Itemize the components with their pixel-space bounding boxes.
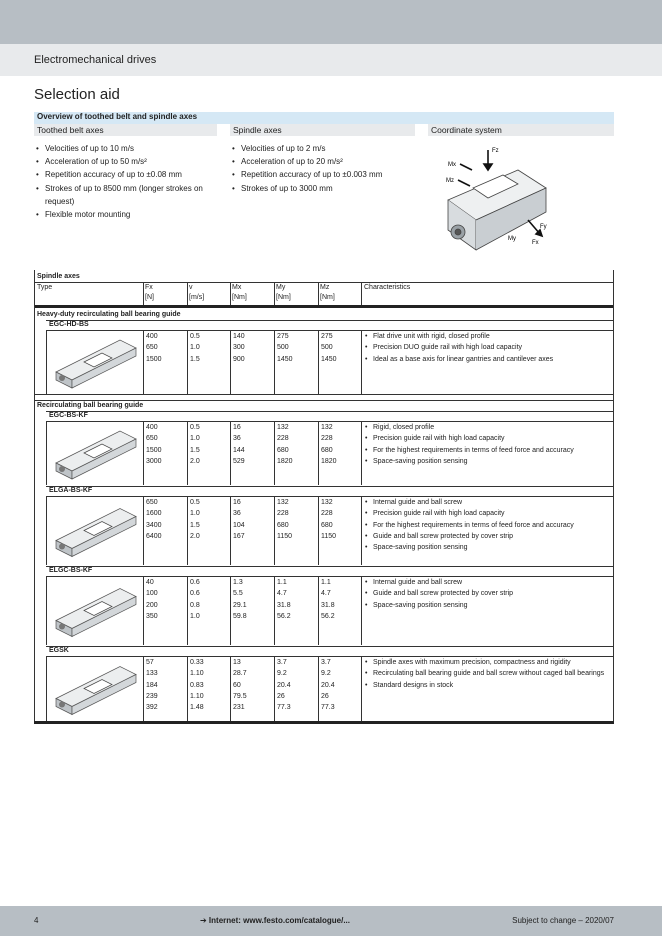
- belt-feature: • Acceleration of up to 50 m/s²: [36, 155, 216, 168]
- characteristic: • Precision guide rail with high load capacity: [365, 508, 610, 519]
- group-heavy-duty: Heavy-duty recirculating ball bearing guide: [37, 311, 181, 318]
- value-my: 132 228 680 1820: [277, 424, 293, 465]
- column-rule: [187, 421, 188, 485]
- section-title: Electromechanical drives: [34, 54, 157, 66]
- group-recirculating: Recirculating ball bearing guide: [37, 402, 144, 409]
- column-rule: [187, 656, 188, 721]
- column-rule: [187, 330, 188, 394]
- characteristic: • For the highest requirements in terms of feed force and accuracy: [365, 520, 610, 531]
- characteristic: • Spindle axes with maximum precision, compactness and rigidity: [365, 657, 610, 668]
- belt-column-header: Toothed belt axes: [34, 124, 217, 136]
- characteristic: • For the highest requirements in terms of feed force and accuracy: [365, 445, 610, 456]
- value-mx: 16 36 104 167: [233, 499, 245, 540]
- value-mx: 1.3 5.5 29.1 59.8: [233, 579, 247, 620]
- header-column-rule: [143, 282, 144, 305]
- fx-label: Fx: [532, 240, 539, 246]
- product-name-row: [46, 486, 614, 496]
- fz-label: Fz: [492, 148, 499, 154]
- value-mz: 132 228 680 1820: [321, 424, 337, 465]
- column-rule: [318, 576, 319, 645]
- my-label: My: [508, 236, 516, 242]
- characteristics-list: [365, 497, 610, 553]
- column-rule: [274, 656, 275, 721]
- header-column-rule: [318, 282, 319, 305]
- row-rule: [46, 320, 614, 321]
- column-rule: [361, 656, 362, 721]
- column-rule: [361, 576, 362, 645]
- characteristic: • Rigid, closed profile: [365, 422, 610, 433]
- header-v-unit: [m/s]: [189, 294, 205, 301]
- characteristic: • Ideal as a base axis for linear gantries and cantilever axes: [365, 354, 610, 365]
- column-rule: [143, 656, 144, 721]
- value-mz: 275 500 1450: [321, 333, 337, 363]
- table-left-border: [34, 270, 35, 722]
- subject-to-change: Subject to change – 2020/07: [512, 916, 614, 925]
- spindle-feature: • Strokes of up to 3000 mm: [232, 182, 417, 195]
- value-my: 275 500 1450: [277, 333, 293, 363]
- value-mx: 13 28.7 60 79.5 231: [233, 659, 247, 712]
- top-bar: [0, 0, 662, 44]
- value-mz: 3.7 9.2 20.4 26 77.3: [321, 659, 335, 712]
- value-v: 0.5 1.0 1.5: [190, 333, 200, 363]
- column-rule: [230, 656, 231, 721]
- product-image: [50, 500, 140, 561]
- column-rule: [318, 330, 319, 394]
- value-v: 0.33 1.10 0.83 1.10 1.48: [190, 659, 204, 712]
- belt-feature: • Velocities of up to 10 m/s: [36, 142, 216, 155]
- product-name: EGC-HD-BS: [49, 321, 89, 328]
- product-name-row: [46, 566, 614, 576]
- mx-label: Mx: [448, 162, 456, 168]
- section-header: [0, 44, 662, 76]
- belt-feature: • Repetition accuracy of up to ±0.08 mm: [36, 168, 216, 181]
- spindle-feature: • Acceleration of up to 20 m/s²: [232, 155, 417, 168]
- value-mx: 140 300 900: [233, 333, 245, 363]
- column-rule: [46, 576, 47, 645]
- rule: [34, 282, 614, 283]
- value-mz: 1.1 4.7 31.8 56.2: [321, 579, 335, 620]
- spindle-feature: • Repetition accuracy of up to ±0.003 mm: [232, 168, 417, 181]
- column-rule: [46, 421, 47, 485]
- value-fx: 400 650 1500 3000: [146, 424, 162, 465]
- characteristic: • Precision DUO guide rail with high load capacity: [365, 342, 610, 353]
- row-rule: [46, 486, 614, 487]
- characteristic: • Space-saving position sensing: [365, 542, 610, 553]
- product-name: ELGA-BS-KF: [49, 487, 93, 494]
- row-rule: [46, 646, 614, 647]
- column-rule: [187, 576, 188, 645]
- mz-label: Mz: [446, 178, 454, 184]
- row-rule: [46, 566, 614, 567]
- column-rule: [46, 656, 47, 721]
- page-number: 4: [34, 916, 39, 925]
- group-rule: [34, 394, 614, 395]
- belt-bullet-list: [36, 142, 216, 221]
- characteristics-list: [365, 577, 610, 611]
- header-fx-unit: [N]: [145, 294, 154, 301]
- column-rule: [361, 496, 362, 565]
- characteristic: • Standard designs in stock: [365, 680, 610, 691]
- characteristic: • Space-saving position sensing: [365, 600, 610, 611]
- column-rule: [318, 496, 319, 565]
- header-type: Type: [37, 284, 53, 291]
- value-fx: 400 650 1500: [146, 333, 162, 363]
- column-rule: [46, 496, 47, 565]
- column-rule: [361, 330, 362, 394]
- fy-label: Fy: [540, 224, 547, 230]
- characteristic: • Internal guide and ball screw: [365, 577, 610, 588]
- product-name: EGSK: [49, 647, 69, 654]
- characteristics-list: [365, 422, 610, 467]
- header-my: My: [276, 284, 286, 291]
- catalogue-link[interactable]: ➔ Internet: www.festo.com/catalogue/...: [200, 916, 350, 925]
- characteristic: • Precision guide rail with high load capacity: [365, 433, 610, 444]
- product-name-row: [46, 411, 614, 421]
- column-rule: [230, 496, 231, 565]
- column-rule: [318, 656, 319, 721]
- coordinate-column-header: Coordinate system: [428, 124, 614, 136]
- product-image: [50, 425, 140, 481]
- column-rule: [274, 496, 275, 565]
- value-fx: 650 1600 3400 6400: [146, 499, 162, 540]
- spindle-column-header: Spindle axes: [230, 124, 415, 136]
- value-v: 0.5 1.0 1.5 2.0: [190, 499, 200, 540]
- table-right-border: [613, 270, 614, 722]
- overview-title-band: [34, 112, 614, 124]
- header-mz: Mz: [320, 284, 330, 291]
- group-rule: [34, 400, 614, 401]
- column-rule: [230, 576, 231, 645]
- column-rule: [230, 330, 231, 394]
- column-rule: [361, 421, 362, 485]
- characteristic: • Internal guide and ball screw: [365, 497, 610, 508]
- page-title: Selection aid: [34, 86, 120, 103]
- column-rule: [274, 576, 275, 645]
- coordinate-system-illustration: [428, 140, 558, 270]
- value-mx: 16 36 144 529: [233, 424, 245, 465]
- column-rule: [143, 330, 144, 394]
- product-name: EGC-BS-KF: [49, 412, 88, 419]
- value-fx: 57 133 184 239 392: [146, 659, 158, 712]
- characteristics-list: [365, 331, 610, 365]
- value-fx: 40 100 200 350: [146, 579, 158, 620]
- column-rule: [143, 496, 144, 565]
- column-rule: [274, 330, 275, 394]
- header-rule: [34, 305, 614, 308]
- value-my: 1.1 4.7 31.8 56.2: [277, 579, 291, 620]
- spindle-bullet-list: [232, 142, 417, 195]
- characteristic: • Recirculating ball bearing guide and ball screw without caged ball bearings: [365, 668, 610, 679]
- product-image: [50, 334, 140, 390]
- header-column-rule: [361, 282, 362, 305]
- header-column-rule: [230, 282, 231, 305]
- value-v: 0.5 1.0 1.5 2.0: [190, 424, 200, 465]
- column-rule: [318, 421, 319, 485]
- header-v: v: [189, 284, 193, 291]
- spindle-feature: • Velocities of up to 2 m/s: [232, 142, 417, 155]
- product-name-row: [46, 320, 614, 330]
- column-rule: [274, 421, 275, 485]
- column-rule: [143, 576, 144, 645]
- header-characteristics: Characteristics: [364, 284, 411, 291]
- characteristic: • Guide and ball screw protected by cover strip: [365, 531, 610, 542]
- belt-feature: • Strokes of up to 8500 mm (longer strokes on request): [36, 182, 216, 208]
- row-rule: [46, 411, 614, 412]
- column-rule: [187, 496, 188, 565]
- header-mz-unit: [Nm]: [320, 294, 335, 301]
- product-image: [50, 580, 140, 641]
- value-mz: 132 228 680 1150: [321, 499, 337, 540]
- column-rule: [230, 421, 231, 485]
- product-name: ELGC-BS-KF: [49, 567, 93, 574]
- value-v: 0.6 0.6 0.8 1.0: [190, 579, 200, 620]
- product-image: [50, 660, 140, 717]
- header-column-rule: [274, 282, 275, 305]
- product-name-row: [46, 646, 614, 656]
- table-title: Spindle axes: [37, 273, 80, 280]
- table-bottom-rule: [34, 721, 614, 724]
- header-my-unit: [Nm]: [276, 294, 291, 301]
- column-rule: [143, 421, 144, 485]
- header-mx-unit: [Nm]: [232, 294, 247, 301]
- footer: [0, 906, 662, 936]
- characteristic: • Flat drive unit with rigid, closed profile: [365, 331, 610, 342]
- overview-title: Overview of toothed belt and spindle axes: [37, 112, 198, 121]
- value-my: 132 228 680 1150: [277, 499, 293, 540]
- header-fx: Fx: [145, 284, 153, 291]
- column-rule: [46, 330, 47, 394]
- value-my: 3.7 9.2 20.4 26 77.3: [277, 659, 291, 712]
- header-mx: Mx: [232, 284, 242, 291]
- characteristic: • Guide and ball screw protected by cover strip: [365, 588, 610, 599]
- belt-feature: • Flexible motor mounting: [36, 208, 216, 221]
- characteristic: • Space-saving position sensing: [365, 456, 610, 467]
- characteristics-list: [365, 657, 610, 691]
- header-column-rule: [187, 282, 188, 305]
